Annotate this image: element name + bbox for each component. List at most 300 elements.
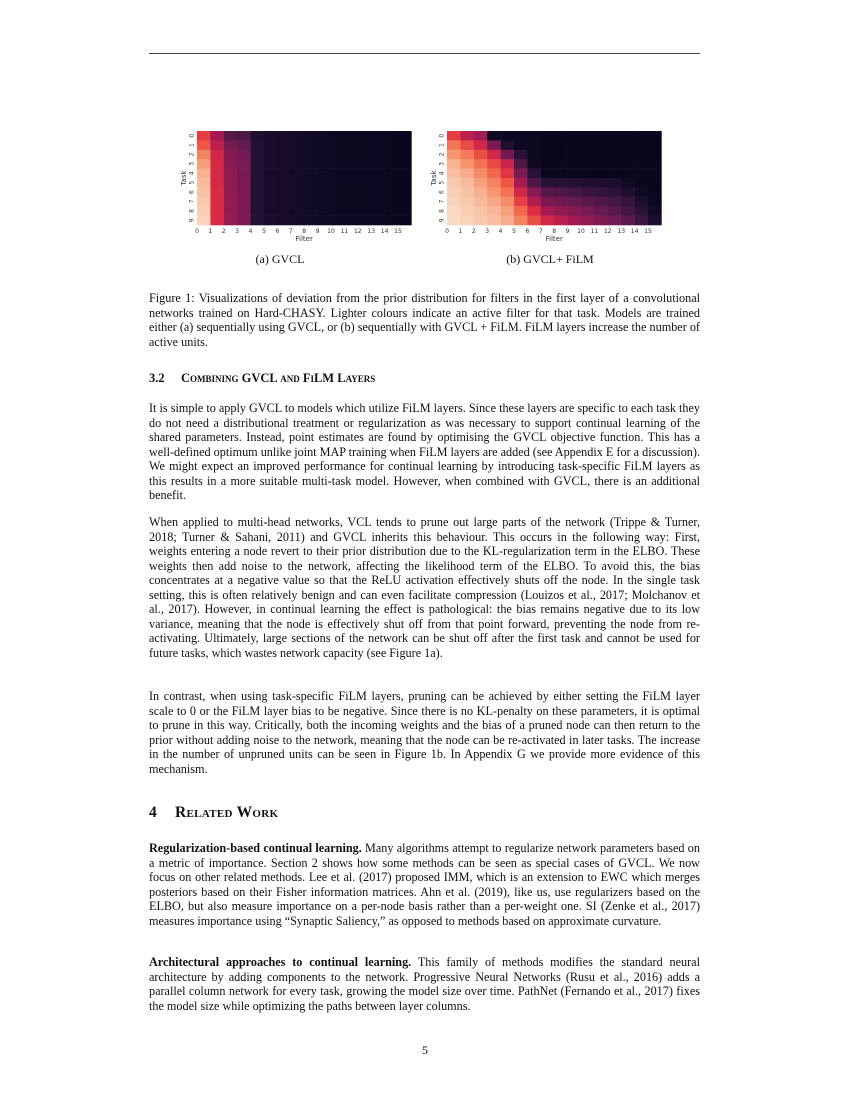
x-tick-label: 3 — [235, 228, 240, 235]
heatmap-cell — [291, 150, 305, 160]
heatmap-cell — [318, 216, 332, 226]
heatmap-cell — [264, 206, 278, 216]
heatmap-cell — [251, 150, 265, 160]
heatmap-cell — [460, 187, 474, 197]
heatmap-cell — [385, 140, 399, 150]
heatmap-cell — [608, 187, 622, 197]
x-tick-label: 11 — [590, 228, 599, 235]
x-tick-label: 0 — [445, 228, 449, 235]
section-number: 4 — [149, 804, 158, 821]
heatmap-cell — [344, 131, 358, 141]
heatmap-cell — [514, 169, 528, 179]
section-number: 3.2 — [149, 371, 165, 385]
x-tick-label: 6 — [525, 228, 530, 235]
heatmap-cell — [487, 178, 501, 188]
heatmap-cell — [398, 206, 412, 216]
y-tick-label: 8 — [438, 208, 446, 213]
x-tick-label: 12 — [353, 228, 362, 235]
x-tick-label: 12 — [603, 228, 612, 235]
heatmap-cell — [447, 131, 461, 141]
heatmap-cell — [210, 206, 224, 216]
x-tick-label: 11 — [340, 228, 349, 235]
heatmap-cell — [358, 150, 372, 160]
heatmap-cell — [541, 216, 555, 226]
x-tick-label: 1 — [458, 228, 463, 235]
heatmap-cell — [594, 140, 608, 150]
heatmap-cell — [210, 197, 224, 207]
x-tick-label: 10 — [327, 228, 335, 235]
heatmap-cell — [264, 169, 278, 179]
heatmap-cell — [291, 169, 305, 179]
heatmap-cell — [237, 206, 251, 216]
heatmap-cell — [554, 169, 568, 179]
heatmap-cell — [291, 187, 305, 197]
heatmap-cell — [635, 140, 649, 150]
heatmap-cell — [501, 131, 515, 141]
heatmap-cell — [608, 197, 622, 207]
heatmap-cell — [501, 159, 515, 169]
heatmap-cell — [398, 216, 412, 226]
heatmap-cell — [210, 216, 224, 226]
heatmap-cell — [460, 150, 474, 160]
heatmap-cell — [371, 178, 385, 188]
heatmap-cell — [304, 178, 318, 188]
heatmap-cell — [358, 159, 372, 169]
heatmap-cell — [581, 206, 595, 216]
heatmap-cell — [331, 159, 345, 169]
y-axis-label: Task — [430, 170, 438, 186]
heatmap-cell — [608, 131, 622, 141]
heatmap-cell — [385, 169, 399, 179]
heatmap-cell — [594, 169, 608, 179]
heatmap-cell — [358, 131, 372, 141]
heatmap-cell — [635, 187, 649, 197]
heatmap-cell — [210, 187, 224, 197]
heatmap-cell — [291, 197, 305, 207]
heatmap-cell — [501, 178, 515, 188]
heatmap-cell — [304, 131, 318, 141]
page-number: 5 — [422, 1043, 428, 1057]
heatmap-cell — [594, 206, 608, 216]
heatmap-cell — [318, 187, 332, 197]
heatmap-cell — [568, 197, 582, 207]
heatmap-cell — [554, 206, 568, 216]
y-tick-label: 2 — [438, 152, 446, 157]
heatmap-cell — [291, 216, 305, 226]
heatmap-cell — [514, 187, 528, 197]
heatmap-cell — [474, 197, 488, 207]
heatmap-cell — [251, 216, 265, 226]
heatmap-cell — [197, 197, 211, 207]
heatmap-cell — [474, 131, 488, 141]
heatmap-cell — [224, 187, 238, 197]
heatmap-cell — [501, 150, 515, 160]
heatmap-cell — [474, 187, 488, 197]
heatmap-cell — [621, 197, 635, 207]
heatmap-cell — [608, 140, 622, 150]
heatmap-cell — [304, 150, 318, 160]
heatmap-cell — [304, 197, 318, 207]
heatmap-cell — [264, 140, 278, 150]
heatmap-cell — [210, 159, 224, 169]
heatmap-cell — [541, 140, 555, 150]
heatmap-cell — [277, 216, 291, 226]
heatmap-cell — [447, 216, 461, 226]
heatmap-cell — [581, 169, 595, 179]
heatmap-cell — [635, 216, 649, 226]
heatmap-cell — [554, 178, 568, 188]
x-tick-label: 9 — [315, 228, 320, 235]
heatmap-cell — [331, 187, 345, 197]
heatmap-cell — [514, 206, 528, 216]
heatmap-cell — [648, 159, 662, 169]
paragraph-lead: Architectural approaches to continual learning. — [149, 955, 412, 969]
y-tick-label: 5 — [188, 180, 196, 185]
heatmap-cell — [224, 150, 238, 160]
x-tick-label: 4 — [248, 228, 253, 235]
heatmap-cell — [331, 169, 345, 179]
heatmap-cell — [237, 197, 251, 207]
heatmap-cell — [197, 159, 211, 169]
heatmap-cell — [251, 169, 265, 179]
heatmap-cell — [291, 178, 305, 188]
heatmap-cell — [210, 169, 224, 179]
x-axis-label: Filter — [295, 235, 313, 243]
heatmap-cell — [487, 140, 501, 150]
y-tick-label: 3 — [188, 161, 196, 166]
heatmap-cell — [460, 178, 474, 188]
y-tick-label: 3 — [438, 161, 446, 166]
heatmap-cell — [447, 169, 461, 179]
heatmap-cell — [608, 178, 622, 188]
heatmap-cell — [648, 206, 662, 216]
heatmap-cell — [621, 140, 635, 150]
heatmap-cell — [621, 206, 635, 216]
heatmap-cell — [371, 187, 385, 197]
heatmap-cell — [568, 150, 582, 160]
heatmap-gvcl-film — [420, 128, 680, 248]
heatmap-cell — [541, 169, 555, 179]
heatmap-cell — [371, 150, 385, 160]
x-tick-label: 14 — [380, 228, 389, 235]
heatmap-cell — [648, 131, 662, 141]
heatmap-cell — [474, 150, 488, 160]
heatmap-cell — [568, 187, 582, 197]
heatmap-cell — [331, 197, 345, 207]
heatmap-cell — [581, 187, 595, 197]
heatmap-cell — [635, 178, 649, 188]
heatmap-cell — [487, 206, 501, 216]
heatmap-cell — [514, 216, 528, 226]
heatmap-cell — [487, 159, 501, 169]
heatmap-cell — [371, 197, 385, 207]
heatmap-cell — [398, 178, 412, 188]
figure-panel-a — [170, 128, 430, 248]
heatmap-cell — [487, 150, 501, 160]
heatmap-cell — [344, 159, 358, 169]
heatmap-cell — [594, 197, 608, 207]
heatmap-cell — [277, 131, 291, 141]
y-tick-label: 9 — [438, 218, 446, 223]
header-rule — [149, 53, 700, 54]
heatmap-cell — [398, 159, 412, 169]
heatmap-cell — [264, 150, 278, 160]
heatmap-cell — [277, 159, 291, 169]
heatmap-cell — [358, 169, 372, 179]
heatmap-cell — [648, 216, 662, 226]
heatmap-cell — [291, 159, 305, 169]
heatmap-cell — [594, 187, 608, 197]
heatmap-cell — [594, 159, 608, 169]
heatmap-cell — [277, 150, 291, 160]
heatmap-cell — [398, 187, 412, 197]
heatmap-cell — [648, 178, 662, 188]
heatmap-cell — [210, 150, 224, 160]
heatmap-cell — [385, 131, 399, 141]
heatmap-cell — [487, 197, 501, 207]
heatmap-cell — [581, 140, 595, 150]
heatmap-cell — [541, 187, 555, 197]
heatmap-cell — [331, 140, 345, 150]
heatmap-cell — [460, 206, 474, 216]
heatmap-cell — [197, 140, 211, 150]
heatmap-cell — [385, 150, 399, 160]
heatmap-cell — [527, 187, 541, 197]
heatmap-cell — [581, 178, 595, 188]
heatmap-cell — [224, 216, 238, 226]
heatmap-cell — [635, 169, 649, 179]
heatmap-cell — [197, 187, 211, 197]
heatmap-cell — [237, 178, 251, 188]
heatmap-cell — [501, 206, 515, 216]
heatmap-cell — [594, 216, 608, 226]
heatmap-cell — [621, 131, 635, 141]
heatmap-cell — [237, 216, 251, 226]
heatmap-cell — [277, 197, 291, 207]
heatmap-cell — [331, 150, 345, 160]
heatmap-cell — [648, 140, 662, 150]
heatmap-cell — [385, 178, 399, 188]
heatmap-cell — [251, 206, 265, 216]
heatmap-cell — [501, 216, 515, 226]
heatmap-cell — [527, 169, 541, 179]
x-tick-label: 13 — [367, 228, 376, 235]
x-tick-label: 6 — [275, 228, 280, 235]
heatmap-cell — [554, 187, 568, 197]
heatmap-cell — [224, 178, 238, 188]
heatmap-cell — [331, 206, 345, 216]
heatmap-cell — [527, 206, 541, 216]
heatmap-cell — [237, 169, 251, 179]
heatmap-cell — [224, 169, 238, 179]
heatmap-cell — [554, 150, 568, 160]
heatmap-cell — [318, 197, 332, 207]
heatmap-cell — [385, 216, 399, 226]
x-tick-label: 2 — [221, 228, 226, 235]
heatmap-cell — [635, 131, 649, 141]
heatmap-cell — [197, 206, 211, 216]
heatmap-cell — [460, 216, 474, 226]
y-tick-label: 1 — [188, 143, 196, 148]
heatmap-cell — [501, 197, 515, 207]
heatmap-cell — [251, 140, 265, 150]
x-tick-label: 13 — [617, 228, 626, 235]
heatmap-cell — [514, 150, 528, 160]
heatmap-cell — [318, 140, 332, 150]
heatmap-cell — [474, 216, 488, 226]
heatmap-cell — [635, 197, 649, 207]
heatmap-cell — [568, 140, 582, 150]
x-tick-label: 4 — [498, 228, 503, 235]
heatmap-cell — [197, 216, 211, 226]
y-tick-label: 0 — [438, 133, 446, 138]
heatmap-cell — [344, 216, 358, 226]
heatmap-cell — [224, 140, 238, 150]
heatmap-cell — [487, 131, 501, 141]
heatmap-cell — [358, 178, 372, 188]
x-tick-label: 2 — [471, 228, 476, 235]
heatmap-cell — [514, 131, 528, 141]
y-axis-label: Task — [180, 170, 188, 186]
heatmap-cell — [318, 131, 332, 141]
heatmap-cell — [264, 159, 278, 169]
heatmap-cell — [447, 197, 461, 207]
heatmap-cell — [447, 140, 461, 150]
heatmap-cell — [277, 206, 291, 216]
subcaption-b: (b) GVCL+ FiLM — [506, 252, 594, 266]
heatmap-cell — [398, 169, 412, 179]
heatmap-cell — [385, 206, 399, 216]
heatmap-cell — [385, 187, 399, 197]
y-tick-label: 6 — [438, 190, 446, 195]
x-tick-label: 10 — [577, 228, 585, 235]
heatmap-cell — [621, 187, 635, 197]
heatmap-cell — [527, 197, 541, 207]
heatmap-cell — [581, 197, 595, 207]
heatmap-cell — [487, 169, 501, 179]
heatmap-cell — [277, 178, 291, 188]
heatmap-cell — [251, 159, 265, 169]
x-tick-label: 5 — [262, 228, 266, 235]
section-heading-3-2 — [149, 371, 375, 386]
heatmap-cell — [304, 187, 318, 197]
paragraph-body: Many algorithms attempt to regularize network parameters based on a metric of importance. Section 2 shows how some methods can be seen as special cases of GVCL. We now focus on other related methods. Lee et al. (2017) proposed IMM, which is an extension to EWC which merges posteriors based on their Fisher information matrices. Ahn et al. (2019), like us, use regularizers based on the ELBO, but also measure importance on a per-node basis rather than a per-weight one. SI (Zenke et al., 2017) measures importance using “Synaptic Saliency,” as opposed to methods based on approximate curvature. — [149, 841, 700, 928]
x-tick-label: 7 — [538, 228, 543, 235]
heatmap-cell — [371, 216, 385, 226]
x-tick-label: 3 — [485, 228, 490, 235]
heatmap-cell — [344, 187, 358, 197]
heatmap-cell — [474, 206, 488, 216]
paragraph — [149, 841, 700, 928]
section-heading-4 — [149, 804, 278, 822]
heatmap-cell — [527, 159, 541, 169]
heatmap-cell — [514, 140, 528, 150]
heatmap-cell — [385, 197, 399, 207]
y-tick-label: 7 — [438, 199, 446, 204]
x-tick-label: 1 — [208, 228, 213, 235]
heatmap-cell — [210, 140, 224, 150]
heatmap-cell — [474, 140, 488, 150]
heatmap-cell — [251, 187, 265, 197]
heatmap-cell — [447, 178, 461, 188]
heatmap-cell — [197, 178, 211, 188]
heatmap-cell — [487, 187, 501, 197]
heatmap-cell — [237, 159, 251, 169]
heatmap-cell — [224, 206, 238, 216]
heatmap-cell — [210, 178, 224, 188]
section-title: Related Work — [175, 804, 279, 821]
heatmap-cell — [474, 169, 488, 179]
heatmap-cell — [460, 140, 474, 150]
heatmap-cell — [635, 159, 649, 169]
heatmap-cell — [648, 197, 662, 207]
heatmap-cell — [514, 178, 528, 188]
heatmap-cell — [554, 140, 568, 150]
heatmap-cell — [197, 131, 211, 141]
heatmap-cell — [594, 150, 608, 160]
heatmap-cell — [331, 216, 345, 226]
x-tick-label: 0 — [195, 228, 199, 235]
heatmap-cell — [197, 169, 211, 179]
heatmap-cell — [358, 140, 372, 150]
heatmap-cell — [318, 178, 332, 188]
heatmap-cell — [581, 131, 595, 141]
y-tick-label: 9 — [188, 218, 196, 223]
heatmap-cell — [501, 140, 515, 150]
heatmap-cell — [608, 169, 622, 179]
heatmap-cell — [344, 140, 358, 150]
heatmap-cell — [447, 187, 461, 197]
heatmap-cell — [331, 131, 345, 141]
heatmap-cell — [358, 187, 372, 197]
heatmap-cell — [608, 206, 622, 216]
heatmap-cell — [568, 206, 582, 216]
heatmap-cell — [527, 131, 541, 141]
heatmap-gvcl — [170, 128, 430, 248]
paragraph: When applied to multi-head networks, VCL tends to prune out large parts of the network (Trippe & Turner, 2018; Turner & Sahani, 2011) and GVCL inherits this behaviour. This occurs in the following way: First, weights entering a node revert to their prior distribution due to the KL-regularization term in the ELBO. These weights then add noise to the network, affecting the likelihood term of the ELBO. To avoid this, the bias concentrates at a negative value so that the ReLU activation effectively shuts off the node. In the single task setting, this is often relatively benign and can even facilitate compression (Louizos et al., 2017; Molchanov et al., 2017). However, in continual learning the effect is pathological: the bias remains negative due to its low variance, meaning that the node is effectively shut off from that point forward, preventing the node from re-activating. Ultimately, large sections of the network can be shut off after the first task and cannot be used for future tasks, which wastes network capacity (see Figure 1a). — [149, 515, 700, 660]
heatmap-cell — [344, 150, 358, 160]
heatmap-cell — [541, 150, 555, 160]
y-tick-label: 1 — [438, 143, 446, 148]
heatmap-cell — [501, 169, 515, 179]
paragraph: It is simple to apply GVCL to models which utilize FiLM layers. Since these layers are specific to each task they do not need a distributional treatment or regularization as was necessary to support continual learning of the shared parameters. Instead, point estimates are found by optimising the GVCL objective function. This has a well-defined optimum unlike joint MAP training when FiLM layers are added (see Appendix E for a discussion). We might expect an improved performance for continual learning by introducing task-specific FiLM layers as this results in a more suitable multi-task model. However, when combined with GVCL, there is an additional benefit. — [149, 401, 700, 502]
heatmap-cell — [635, 206, 649, 216]
heatmap-cell — [514, 197, 528, 207]
heatmap-cell — [541, 131, 555, 141]
heatmap-cell — [581, 216, 595, 226]
y-tick-label: 0 — [188, 133, 196, 138]
heatmap-cell — [371, 206, 385, 216]
heatmap-cell — [224, 159, 238, 169]
heatmap-cell — [318, 169, 332, 179]
heatmap-cell — [568, 131, 582, 141]
heatmap-cell — [358, 197, 372, 207]
heatmap-cell — [648, 187, 662, 197]
heatmap-cell — [648, 169, 662, 179]
heatmap-cell — [197, 150, 211, 160]
heatmap-cell — [318, 206, 332, 216]
heatmap-cell — [460, 159, 474, 169]
heatmap-cell — [447, 159, 461, 169]
heatmap-cell — [237, 131, 251, 141]
heatmap-cell — [447, 150, 461, 160]
heatmap-cell — [447, 206, 461, 216]
heatmap-cell — [291, 206, 305, 216]
heatmap-cell — [621, 178, 635, 188]
y-tick-label: 4 — [438, 171, 446, 176]
x-tick-label: 9 — [565, 228, 570, 235]
heatmap-cell — [277, 140, 291, 150]
